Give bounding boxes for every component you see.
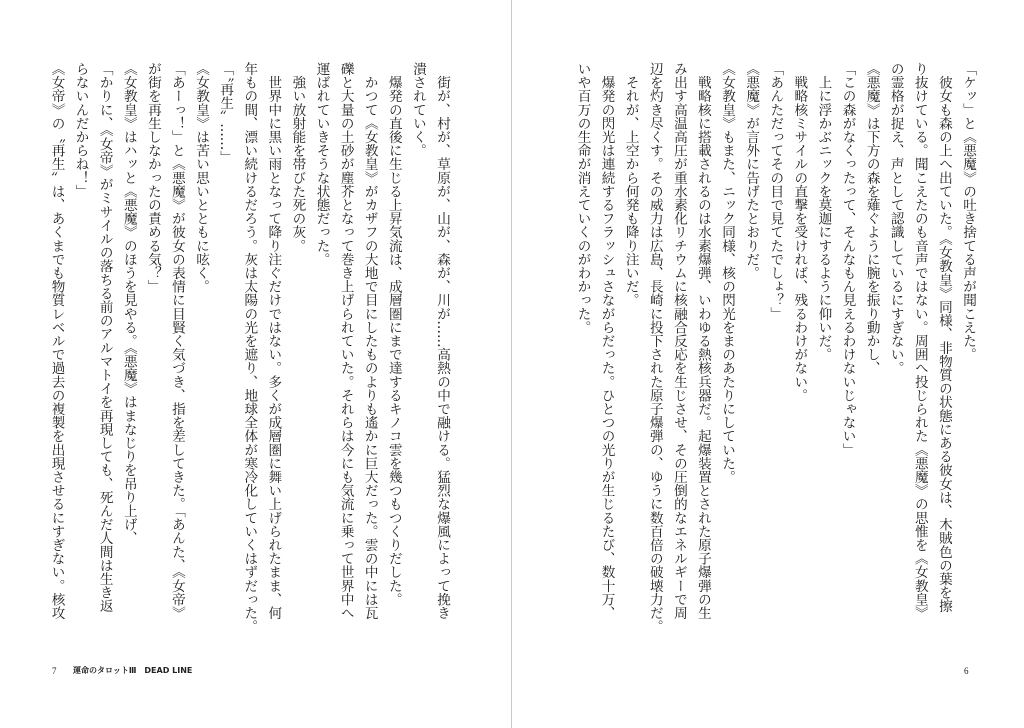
text-line: り抜けている。聞こえたのも音声ではない。周囲へ投じられた《悪魔》の思惟を《女教皇》 bbox=[911, 62, 928, 620]
right-page-body bbox=[570, 62, 980, 634]
text-line: み出す高温高圧が重水素化リチウムに核融合反応を生じさせ、その圧倒的なエネルギーで周 bbox=[670, 62, 687, 620]
text-line: 「あんただってその目で見てたでしょ？」 bbox=[767, 62, 784, 321]
text-line: 戦略核に搭載されるのは水素爆弾、いわゆる熱核兵器だ。起爆装置とされた原子爆弾の生 bbox=[694, 62, 711, 620]
text-line: 上に浮かぶニックを莫迦にするように仰いだ。 bbox=[815, 62, 832, 362]
text-line: 世界中に黒い雨となって降り注ぐだけではない。多くが成層圏に舞い上げられたまま、何 bbox=[265, 62, 282, 620]
text-line: 「この森がなくったって、そんなもん見えるわけないじゃない」 bbox=[839, 62, 856, 457]
page-number: 6 bbox=[964, 666, 969, 676]
text-line: 「あーっ！」と《悪魔》が彼女の表情に目賢く気づき、指を差してきた。「あんた、《女帝》 bbox=[168, 62, 185, 620]
text-line: 強い放射能を帯びた死の灰。 bbox=[289, 62, 306, 253]
text-line: いや百万の生命が消えていくのがわかった。 bbox=[574, 62, 591, 334]
text-line: かつて《女教皇》がカザフの大地で目にしたものよりも遙かに巨大だった。雲の中には瓦 bbox=[361, 62, 378, 620]
text-line: らないんだからね！」 bbox=[72, 62, 89, 198]
text-line: 礫と大量の土砂が塵芥となって巻き上げられていた。それらは今にも気流に乗って世界中へ bbox=[337, 62, 354, 620]
text-line: それが、上空から何発も降り注いだ。 bbox=[622, 62, 639, 307]
text-line: 《悪魔》は下方の森を薙ぐように腕を振り動かし、 bbox=[863, 62, 880, 375]
text-line: 「かりに、《女帝》がミサイルの落ちる前のアルマトイを再現しても、死んだ人間は生き返 bbox=[96, 62, 113, 613]
text-line: 潰されていく。 bbox=[409, 62, 426, 158]
text-line: 《悪魔》が言外に告げたとおりだ。 bbox=[743, 62, 760, 280]
text-line: 《女教皇》もまた、ニック同様、核の閃光をまのあたりにしていた。 bbox=[719, 62, 736, 484]
text-line: 《女帝》の〝再生〟は、あくまでも物質レベルで過去の複製を出現させるにすぎない。核攻 bbox=[48, 62, 65, 620]
left-page-body bbox=[44, 62, 454, 634]
text-line: 《女教皇》はハッと《悪魔》のほうを見やる。《悪魔》はまなじりを吊り上げ、 bbox=[120, 62, 137, 545]
text-line: の霊格が捉え、声として認識しているにすぎない。 bbox=[887, 62, 904, 375]
right-page bbox=[512, 0, 1024, 728]
text-line: 「ケッ」と《悪魔》の吐き捨てる声が聞こえた。 bbox=[960, 62, 976, 362]
text-line: が街を再生しなかったの責める気？」 bbox=[144, 62, 161, 294]
text-line: 「〝再生〟……」 bbox=[217, 62, 234, 164]
text-line: 爆発の閃光は連続するフラッシュさながらだった。ひとつの光りが生じるたび、数十万、 bbox=[598, 62, 615, 620]
text-line: 運ばれていきそうな状態だった。 bbox=[313, 62, 330, 266]
page-number: 7 bbox=[52, 666, 57, 676]
running-title: 運命のタロットⅢ DEAD LINE bbox=[73, 666, 193, 675]
text-line: 《女教皇》は苦い思いとともに呟く。 bbox=[193, 62, 210, 294]
text-line: 街が、村が、草原が、山が、森が、川が……高熱の中で融ける。猛烈な爆風によって挽き bbox=[434, 62, 450, 620]
text-line: 爆発の直後に生じる上昇気流は、成層圏にまで達するキノコ雲を幾つもつくりだした。 bbox=[385, 62, 402, 606]
text-line: 彼女も森の上へ出ていた。《女教皇》同様、非物質の状態にある彼女は、木賊色の葉を擦 bbox=[935, 62, 952, 613]
text-line: 辺を灼き尽くす。その威力は広島、長崎に投下された原子爆弾の、ゆうに数百倍の破壊力だ。 bbox=[646, 62, 663, 634]
text-line: 戦略核ミサイルの直撃を受ければ、残るわけがない。 bbox=[791, 62, 808, 402]
text-line: 年もの間、漂い続けるだろう。灰は太陽の光を遮り、地球全体が寒冷化していくはずだった。 bbox=[241, 62, 258, 634]
